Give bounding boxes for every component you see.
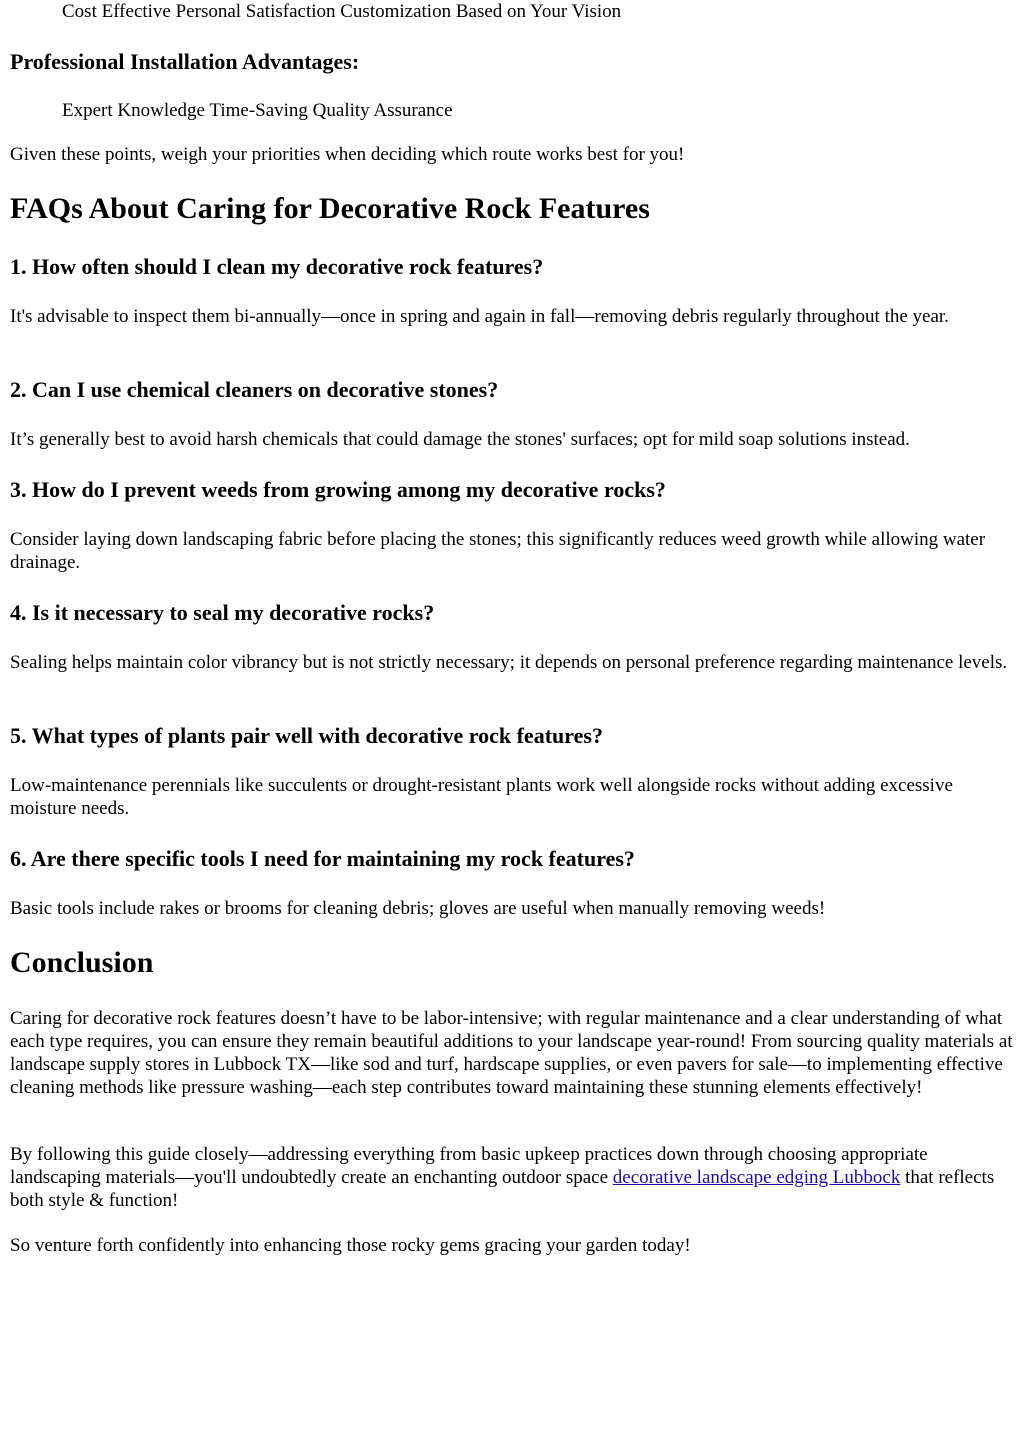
diy-benefits-list: Cost Effective Personal Satisfaction Customization Based on Your Vision (62, 1, 622, 22)
faq-question-6: 6. Are there specific tools I need for maintaining my rock features? (10, 846, 635, 871)
faq-answer-4: Sealing helps maintain color vibrancy but is not strictly necessary; it depends on personal preference regarding maintenance levels. (10, 652, 1008, 673)
conclusion-heading: Conclusion (10, 946, 154, 979)
faq-answer-1: It's advisable to inspect them bi-annually—once in spring and again in fall—removing debris regularly throughout the year. (10, 306, 949, 327)
faq-question-3: 3. How do I prevent weeds from growing among my decorative rocks? (10, 477, 666, 502)
summary-text: Given these points, weigh your priorities when deciding which route works best for you! (10, 144, 685, 165)
faq-answer-6: Basic tools include rakes or brooms for cleaning debris; gloves are useful when manually removing weeds! (10, 898, 826, 919)
professional-benefits-list: Expert Knowledge Time-Saving Quality Assurance (62, 100, 453, 121)
faq-answer-2: It’s generally best to avoid harsh chemicals that could damage the stones' surfaces; opt for mild soap solutions instead. (10, 429, 910, 450)
conclusion-paragraph-1: Caring for decorative rock features doesn’t have to be labor-intensive; with regular maintenance and a clear understanding of what each type requires, you can ensure they remain beautiful additions to your landscape year-round! From sourcing quality materials at landscape supply stores in Lubbock TX—like sod and turf, hardscape supplies, or even pavers for sale—to implementing effective cleaning methods like pressure washing—each step contributes toward maintaining these stunning elements effectively! (10, 1008, 1013, 1098)
faq-question-5: 5. What types of plants pair well with decorative rock features? (10, 723, 603, 748)
professional-heading: Professional Installation Advantages: (10, 49, 360, 74)
conclusion-paragraph-2 (10, 1143, 1014, 1212)
decorative-edging-link[interactable]: decorative landscape edging Lubbock (612, 1167, 901, 1188)
faq-question-2: 2. Can I use chemical cleaners on decorative stones? (10, 377, 499, 402)
conclusion-paragraph-2-end: that reflects both style & function! (10, 1167, 995, 1211)
faq-answer-3: Consider laying down landscaping fabric before placing the stones; this significantly reduces weed growth while allowing water drainage. (10, 529, 986, 573)
conclusion-paragraph-2-start: By following this guide closely—addressing everything from basic upkeep practices down through choosing appropriate landscaping materials—you'll undoubtedly create an enchanting outdoor space (10, 1144, 928, 1188)
conclusion-paragraph-3: So venture forth confidently into enhancing those rocky gems gracing your garden today! (10, 1235, 691, 1256)
faq-question-4: 4. Is it necessary to seal my decorative rocks? (10, 600, 435, 625)
faqs-heading: FAQs About Caring for Decorative Rock Features (10, 192, 650, 225)
faq-question-1: 1. How often should I clean my decorative rock features? (10, 254, 544, 279)
faq-answer-5: Low-maintenance perennials like succulents or drought-resistant plants work well alongside rocks without adding excessive moisture needs. (10, 775, 953, 819)
